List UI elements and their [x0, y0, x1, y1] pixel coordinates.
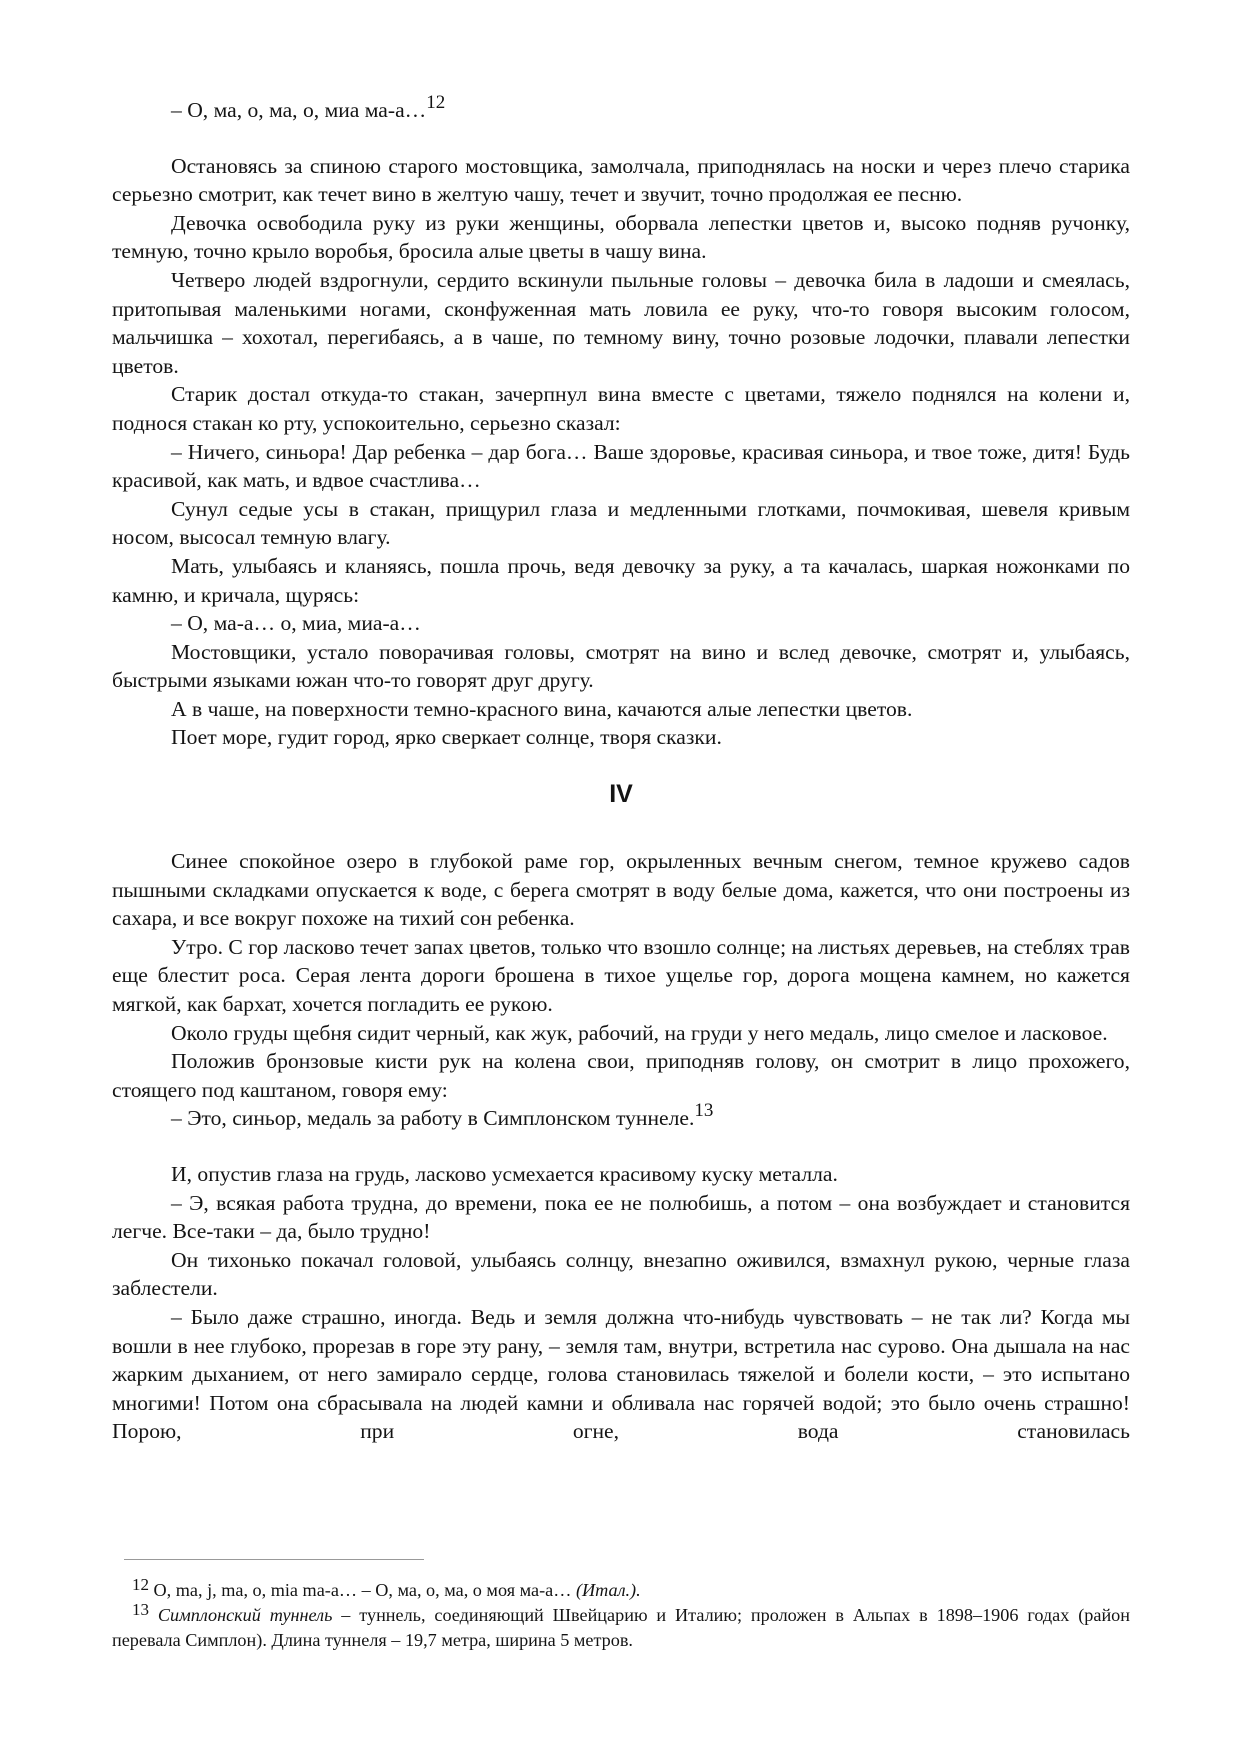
paragraph [112, 1160, 1130, 1189]
paragraph [112, 1100, 1130, 1133]
paragraph [112, 380, 1130, 437]
footnote-term: Симплонский туннель [157, 1605, 333, 1625]
paragraph [112, 1303, 1130, 1446]
footnote-language-note: (Итал.). [575, 1580, 641, 1600]
text-section-2 [112, 847, 1130, 1446]
paragraph-text: Остановясь за спиною старого мостовщика, замолчала, приподнялась на носки и через плечо старика серьезно смотрит, как течет вино в желтую чашу, течет и звучит, точно продолжая ее песню. [112, 153, 1130, 207]
paragraph [112, 1019, 1130, 1048]
paragraph [112, 847, 1130, 933]
paragraph [112, 266, 1130, 380]
paragraph-text: – Э, всякая работа трудна, до времени, пока ее не полюбишь, а потом – она возбуждает и становится легче. Все-таки – да, было трудно! [112, 1190, 1130, 1244]
paragraph-text: Синее спокойное озеро в глубокой раме гор, окрыленных вечным снегом, темное кружево садов пышными складками опускается к воде, с берега смотрят в воду белые дома, кажется, что они построены из сахара, и все вокруг похоже на тихий сон ребенка. [112, 849, 1130, 931]
paragraph [112, 438, 1130, 495]
paragraph-text: – Это, синьор, медаль за работу в Симплонском туннеле. [171, 1106, 695, 1131]
paragraph-text: Мостовщики, устало поворачивая головы, смотрят на вино и вслед девочке, смотрят и, улыбаясь, быстрыми языками южан что-то говорят друг другу. [112, 639, 1130, 693]
paragraph-text: Старик достал откуда-то стакан, зачерпнул вина вместе с цветами, тяжело поднялся на колени и, поднося стакан ко рту, успокоительно, серьезно сказал: [112, 382, 1130, 435]
paragraph [112, 638, 1130, 695]
footnote [112, 1600, 1131, 1653]
paragraph-text: Около груды щебня сидит черный, как жук, рабочий, на груди у него медаль, лицо смелое и ласковое. [171, 1020, 1108, 1045]
footnote-list [112, 1575, 1131, 1653]
paragraph-text: – О, ма, о, ма, о, миа ма-а… [171, 98, 427, 122]
paragraph [112, 1246, 1130, 1303]
paragraph-text: Положив бронзовые кисти рук на колена свои, приподняв голову, он смотрит в лицо прохожего, стоящего под каштаном, говоря ему: [112, 1049, 1130, 1102]
paragraph-text: Мать, улыбаясь и кланяясь, пошла прочь, ведя девочку за руку, а та качалась, шаркая ножонками по камню, и кричала, щурясь: [112, 553, 1130, 607]
chapter-heading: IV [609, 780, 633, 809]
paragraph-text: Девочка освободила руку из руки женщины, оборвала лепестки цветов и, высоко подняв ручонку, темную, точно крыло воробья, бросила алые цветы в чашу вина. [112, 210, 1130, 264]
footnote-number: 12 [132, 1575, 149, 1594]
paragraph [112, 1189, 1130, 1246]
paragraph-text: – Ничего, синьора! Дар ребенка – дар бога… Ваше здоровье, красивая синьора, и твое тоже, дитя! Будь красивой, как мать, и вдвое счастлива… [112, 439, 1130, 493]
paragraph [112, 609, 1130, 638]
paragraph [112, 723, 1130, 752]
paragraph [112, 152, 1130, 209]
footnote [112, 1575, 1130, 1603]
paragraph-text: А в чаше, на поверхности темно-красного вина, качаются алые лепестки цветов. [171, 696, 913, 721]
footnote-separator [124, 1559, 424, 1560]
footnote-text: – туннель, соединяющий Швейцарию и Италию; проложен в Альпах в 1898–1906 годах (район перевала Симплон). Длина туннеля – 19,7 метра, ширина 5 метров. [112, 1605, 1131, 1650]
footnote-text: O, ma, j, ma, o, mia ma-a… – О, ма, о, ма, о моя ма-а… [153, 1580, 572, 1600]
paragraph-text: – Было даже страшно, иногда. Ведь и земля должна что-нибудь чувствовать – не так ли? Когда мы вошли в нее глубоко, прорезав в горе эту рану, – земля там, внутри, встретила нас сурово. Она дышала на нас жарким дыханием, от него замирало сердце, голова становилась тяжелой и болели кости, – это испытано многими! Потом она сбрасывала на людей камни и обливала нас горячей водой; это было очень страшно! Порою, при огне, вода становилась [112, 1304, 1130, 1444]
paragraph-text: Четверо людей вздрогнули, сердито вскинули пыльные головы – девочка била в ладоши и смеялась, притопывая маленькими ногами, сконфуженная мать ловила ее руку, что-то говоря высоким голосом, мальчишка – хохотал, перегибаясь, а в чаше, по темному вину, точно розовые лодочки, плавали лепестки цветов. [112, 267, 1130, 378]
paragraph-text: – О, ма-а… о, миа, миа-а… [171, 611, 421, 636]
page-body [112, 92, 1130, 1446]
paragraph-text: Сунул седые усы в стакан, прищурил глаза и медленными глотками, почмокивая, шевеля кривым носом, высосал темную влагу. [112, 496, 1130, 550]
paragraph-text: Он тихонько покачал головой, улыбаясь солнцу, внезапно оживился, взмахнул рукою, черные глаза заблестели. [112, 1247, 1130, 1301]
text-section-1 [112, 92, 1130, 752]
paragraph [112, 92, 1130, 125]
paragraph [112, 1047, 1130, 1104]
paragraph-text: Поет море, гудит город, ярко сверкает солнце, творя сказки. [171, 725, 722, 750]
paragraph-text: И, опустив глаза на грудь, ласково усмехается красивому куску металла. [171, 1162, 838, 1186]
footnote-number: 13 [132, 1600, 149, 1619]
paragraph [112, 495, 1130, 552]
footnotes [112, 1559, 1130, 1653]
footnote-reference[interactable]: 13 [694, 1100, 714, 1122]
paragraph [112, 552, 1130, 609]
footnote-reference[interactable]: 12 [426, 92, 446, 113]
paragraph [112, 933, 1130, 1019]
paragraph [112, 209, 1130, 266]
paragraph [112, 695, 1130, 724]
paragraph-text: Утро. С гор ласково течет запах цветов, только что взошло солнце; на листьях деревьев, на стеблях трав еще блестит роса. Серая лента дороги брошена в тихое ущелье гор, дорога мощена камнем, но кажется мягкой, как бархат, хочется погладить ее рукою. [112, 934, 1130, 1017]
